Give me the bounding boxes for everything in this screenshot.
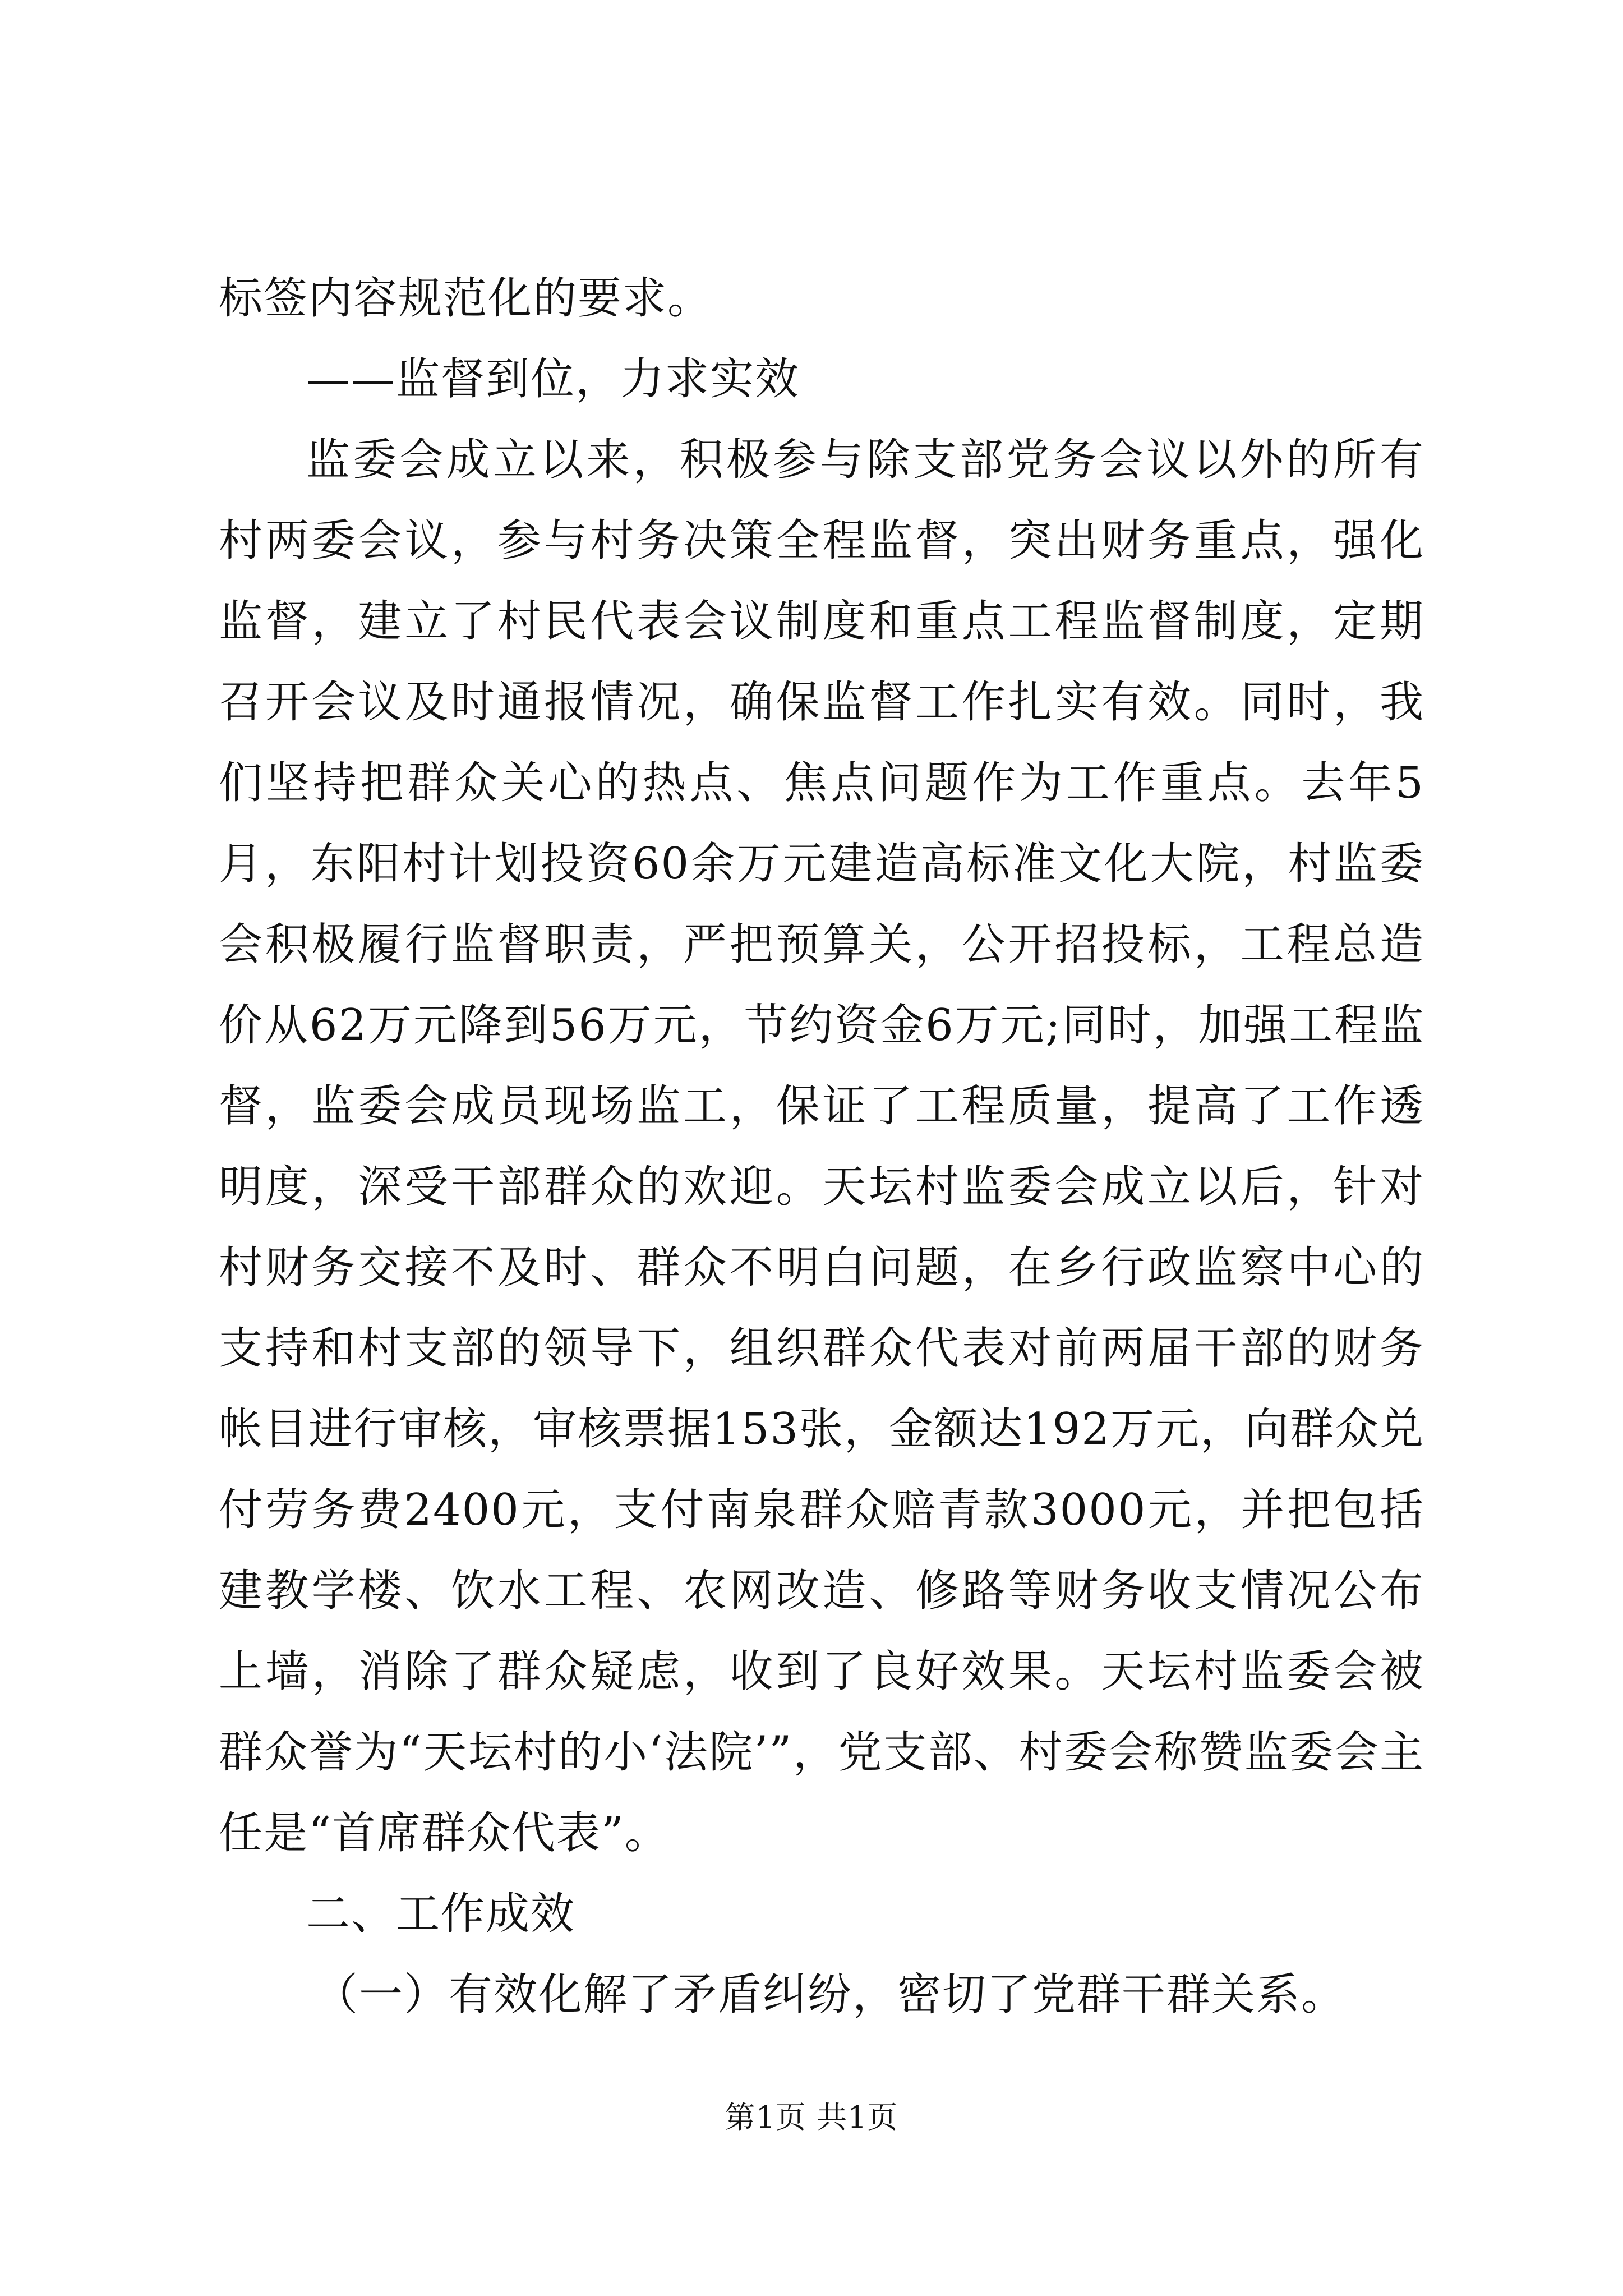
section-heading: 二、工作成效 bbox=[306, 1889, 576, 1939]
subsection-heading: （一）有效化解了矛盾纠纷，密切了党群干群关系。 bbox=[314, 1970, 1347, 2020]
subheading: ——监督到位，力求实效 bbox=[306, 354, 800, 404]
continuation-text: 标签内容规范化的要求。 bbox=[219, 273, 713, 324]
document-body bbox=[219, 258, 1424, 2035]
page-footer: 第1页 共1页 bbox=[725, 2100, 898, 2135]
body-paragraph: 监委会成立以来，积极参与除支部党务会议以外的所有村两委会议，参与村务决策全程监督，突出财务重点，强化监督，建立了村民代表会议制度和重点工程监督制度，定期召开会议及时通报情况，确保监督工作扎实有效。同时，我们坚持把群众关心的热点、焦点问题作为工作重点。去年5月，东阳村计划投资60余万元建造高标准文化大院，村监委会积极履行监督职责，严把预算关，公开招投标，工程总造价从62万元降到56万元，节约资金6万元;同时，加强工程监督，监委会成员现场监工，保证了工程质量，提高了工作透明度，深受干部群众的欢迎。天坛村监委会成立以后，针对村财务交接不及时、群众不明白问题，在乡行政监察中心的支持和村支部的领导下，组织群众代表对前两届干部的财务帐目进行审核，审核票据153张，金额达192万元，向群众兑付劳务费2400元，支付南泉群众赔青款3000元，并把包括建教学楼、饮水工程、农网改造、修路等财务收支情况公布上墙，消除了群众疑虑，收到了良好效果。天坛村监委会被群众誉为“天坛村的小‘法院’”，党支部、村委会称赞监委会主任是“首席群众代表”。 bbox=[219, 435, 1424, 1858]
